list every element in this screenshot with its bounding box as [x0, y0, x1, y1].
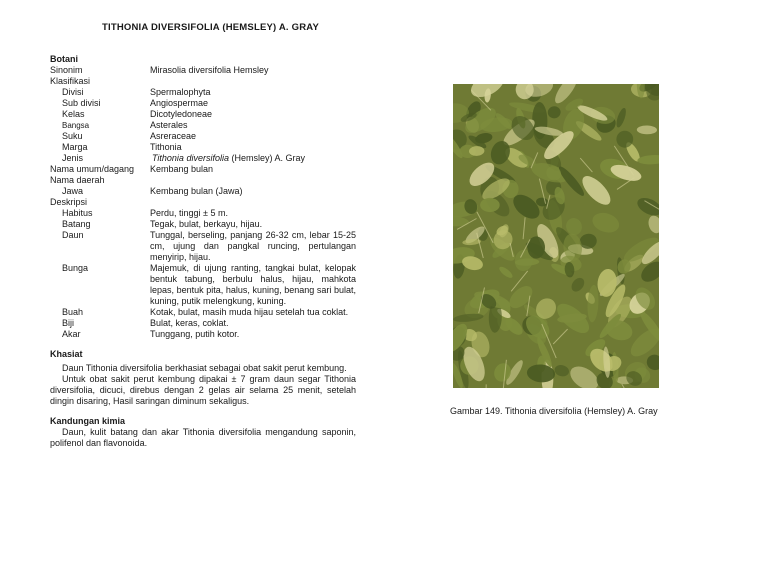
sinonim-label: Sinonim: [50, 65, 83, 75]
sinonim-row: [50, 65, 356, 76]
jenis-value: [150, 153, 356, 164]
deskripsi-label: Deskripsi: [50, 197, 88, 207]
jenis-value-species: Tithonia diversifolia: [152, 153, 229, 163]
buah-label: Buah: [62, 307, 84, 317]
botani-heading: Botani: [50, 54, 78, 64]
jawa-label: Jawa: [62, 186, 84, 196]
habitus-label: Habitus: [62, 208, 93, 218]
jawa-value: Kembang bulan (Jawa): [150, 186, 243, 196]
figure-caption: Gambar 149. Tithonia diversifolia (Hemsley) A. Gray: [450, 406, 658, 416]
suku-label: Suku: [62, 131, 83, 141]
jawa-row: [50, 186, 356, 197]
subdivisi-label: Sub divisi: [62, 98, 101, 108]
jenis-label: Jenis: [62, 153, 84, 163]
divisi-row: [50, 87, 356, 98]
leaf-shape: [590, 210, 622, 236]
leaf-shape: [587, 285, 600, 323]
nama-daerah-label: Nama daerah: [50, 175, 105, 185]
daun-value: Tunggal, berseling, panjang 26-32 cm, lebar 15-25 cm, ujung dan pangkal runcing, pertulangan menyirip, hijau.: [150, 230, 356, 262]
subdivisi-value: Angiospermae: [150, 98, 209, 108]
jenis-row: [50, 153, 356, 164]
nama-umum-value: Kembang bulan: [150, 164, 214, 174]
leaf-shape: [646, 214, 659, 235]
daun-label: Daun: [62, 230, 84, 240]
akar-label: Akar: [62, 329, 81, 339]
klasifikasi-row: [50, 76, 356, 87]
text-column: [50, 54, 356, 449]
batang-label: Batang: [62, 219, 91, 229]
leaf-shape: [498, 265, 515, 280]
biji-row: [50, 318, 356, 329]
stem-line: [580, 158, 592, 172]
daun-row: [50, 230, 356, 263]
leaf-shape: [547, 105, 561, 119]
khasiat-paragraph-2: Untuk obat sakit perut kembung dipakai ± 7 gram daun segar Tithonia diversifolia, dicuci, direbus dengan 2 gelas air selama 25 menit, setelah dingin disaring, Hasil saringan diminum sekaligus.: [50, 374, 356, 406]
biji-value: Bulat, keras, coklat.: [150, 318, 229, 328]
leaf-shape: [480, 198, 500, 212]
kelas-row: [50, 109, 356, 120]
subdivisi-row: [50, 98, 356, 109]
bangsa-label: Bangsa: [62, 121, 90, 130]
kandungan-heading: Kandungan kimia: [50, 416, 126, 426]
leaf-shape: [637, 125, 657, 134]
suku-row: [50, 131, 356, 142]
buah-value: Kotak, bulat, masih muda hijau setelah tua coklat.: [150, 307, 349, 317]
marga-row: [50, 142, 356, 153]
batang-value: Tegak, bulat, berkayu, hijau.: [150, 219, 263, 229]
foliage-illustration: [453, 84, 659, 388]
bunga-value: Majemuk, di ujung ranting, tangkai bulat, kelopak bentuk tabung, berbulu halus, hijau, mahkota lepas, bentuk pita, halus, kuning, benang sari bulat, kuning, putik melengkung, kuning.: [150, 263, 356, 306]
akar-value: Tunggang, putih kotor.: [150, 329, 240, 339]
deskripsi-row: [50, 197, 356, 208]
leaf-shape: [615, 107, 628, 129]
suku-value: Asreraceae: [150, 131, 197, 141]
nama-daerah-row: [50, 175, 356, 186]
stem-line: [523, 217, 525, 239]
klasifikasi-label: Klasifikasi: [50, 76, 91, 86]
habitus-value: Perdu, tinggi ± 5 m.: [150, 208, 228, 218]
divisi-value: Spermalophyta: [150, 87, 211, 97]
marga-value: Tithonia: [150, 142, 182, 152]
habitus-row: [50, 208, 356, 219]
divisi-label: Divisi: [62, 87, 84, 97]
nama-umum-label: Nama umum/dagang: [50, 164, 135, 174]
plant-photo: [453, 84, 659, 388]
buah-row: [50, 307, 356, 318]
leaf-shape: [578, 172, 615, 210]
bunga-label: Bunga: [62, 263, 89, 273]
leaf-shape: [603, 317, 635, 344]
khasiat-heading: Khasiat: [50, 349, 83, 359]
kelas-label: Kelas: [62, 109, 85, 119]
kelas-value: Dicotyledoneae: [150, 109, 213, 119]
marga-label: Marga: [62, 142, 88, 152]
akar-row: [50, 329, 356, 340]
page-title: TITHONIA DIVERSIFOLIA (HEMSLEY) A. GRAY: [102, 22, 319, 33]
kandungan-paragraph: Daun, kulit batang dan akar Tithonia diversifolia mengandung saponin, polifenol dan flavonoida.: [50, 427, 356, 448]
batang-row: [50, 219, 356, 230]
leaf-shape: [569, 275, 587, 294]
jenis-value-author: (Hemsley) A. Gray: [228, 153, 305, 163]
biji-label: Biji: [62, 318, 75, 328]
sinonim-value: Mirasolia diversifolia Hemsley: [150, 65, 269, 75]
nama-umum-row: [50, 164, 356, 175]
khasiat-paragraph-1: Daun Tithonia diversifolia berkhasiat sebagai obat sakit perut kembung.: [62, 363, 347, 373]
bangsa-row: [50, 120, 356, 131]
bangsa-value: Asterales: [150, 120, 188, 130]
leaf-shape: [637, 154, 659, 165]
stem-line: [553, 329, 567, 344]
leaf-shape: [553, 364, 570, 378]
bunga-row: [50, 263, 356, 307]
